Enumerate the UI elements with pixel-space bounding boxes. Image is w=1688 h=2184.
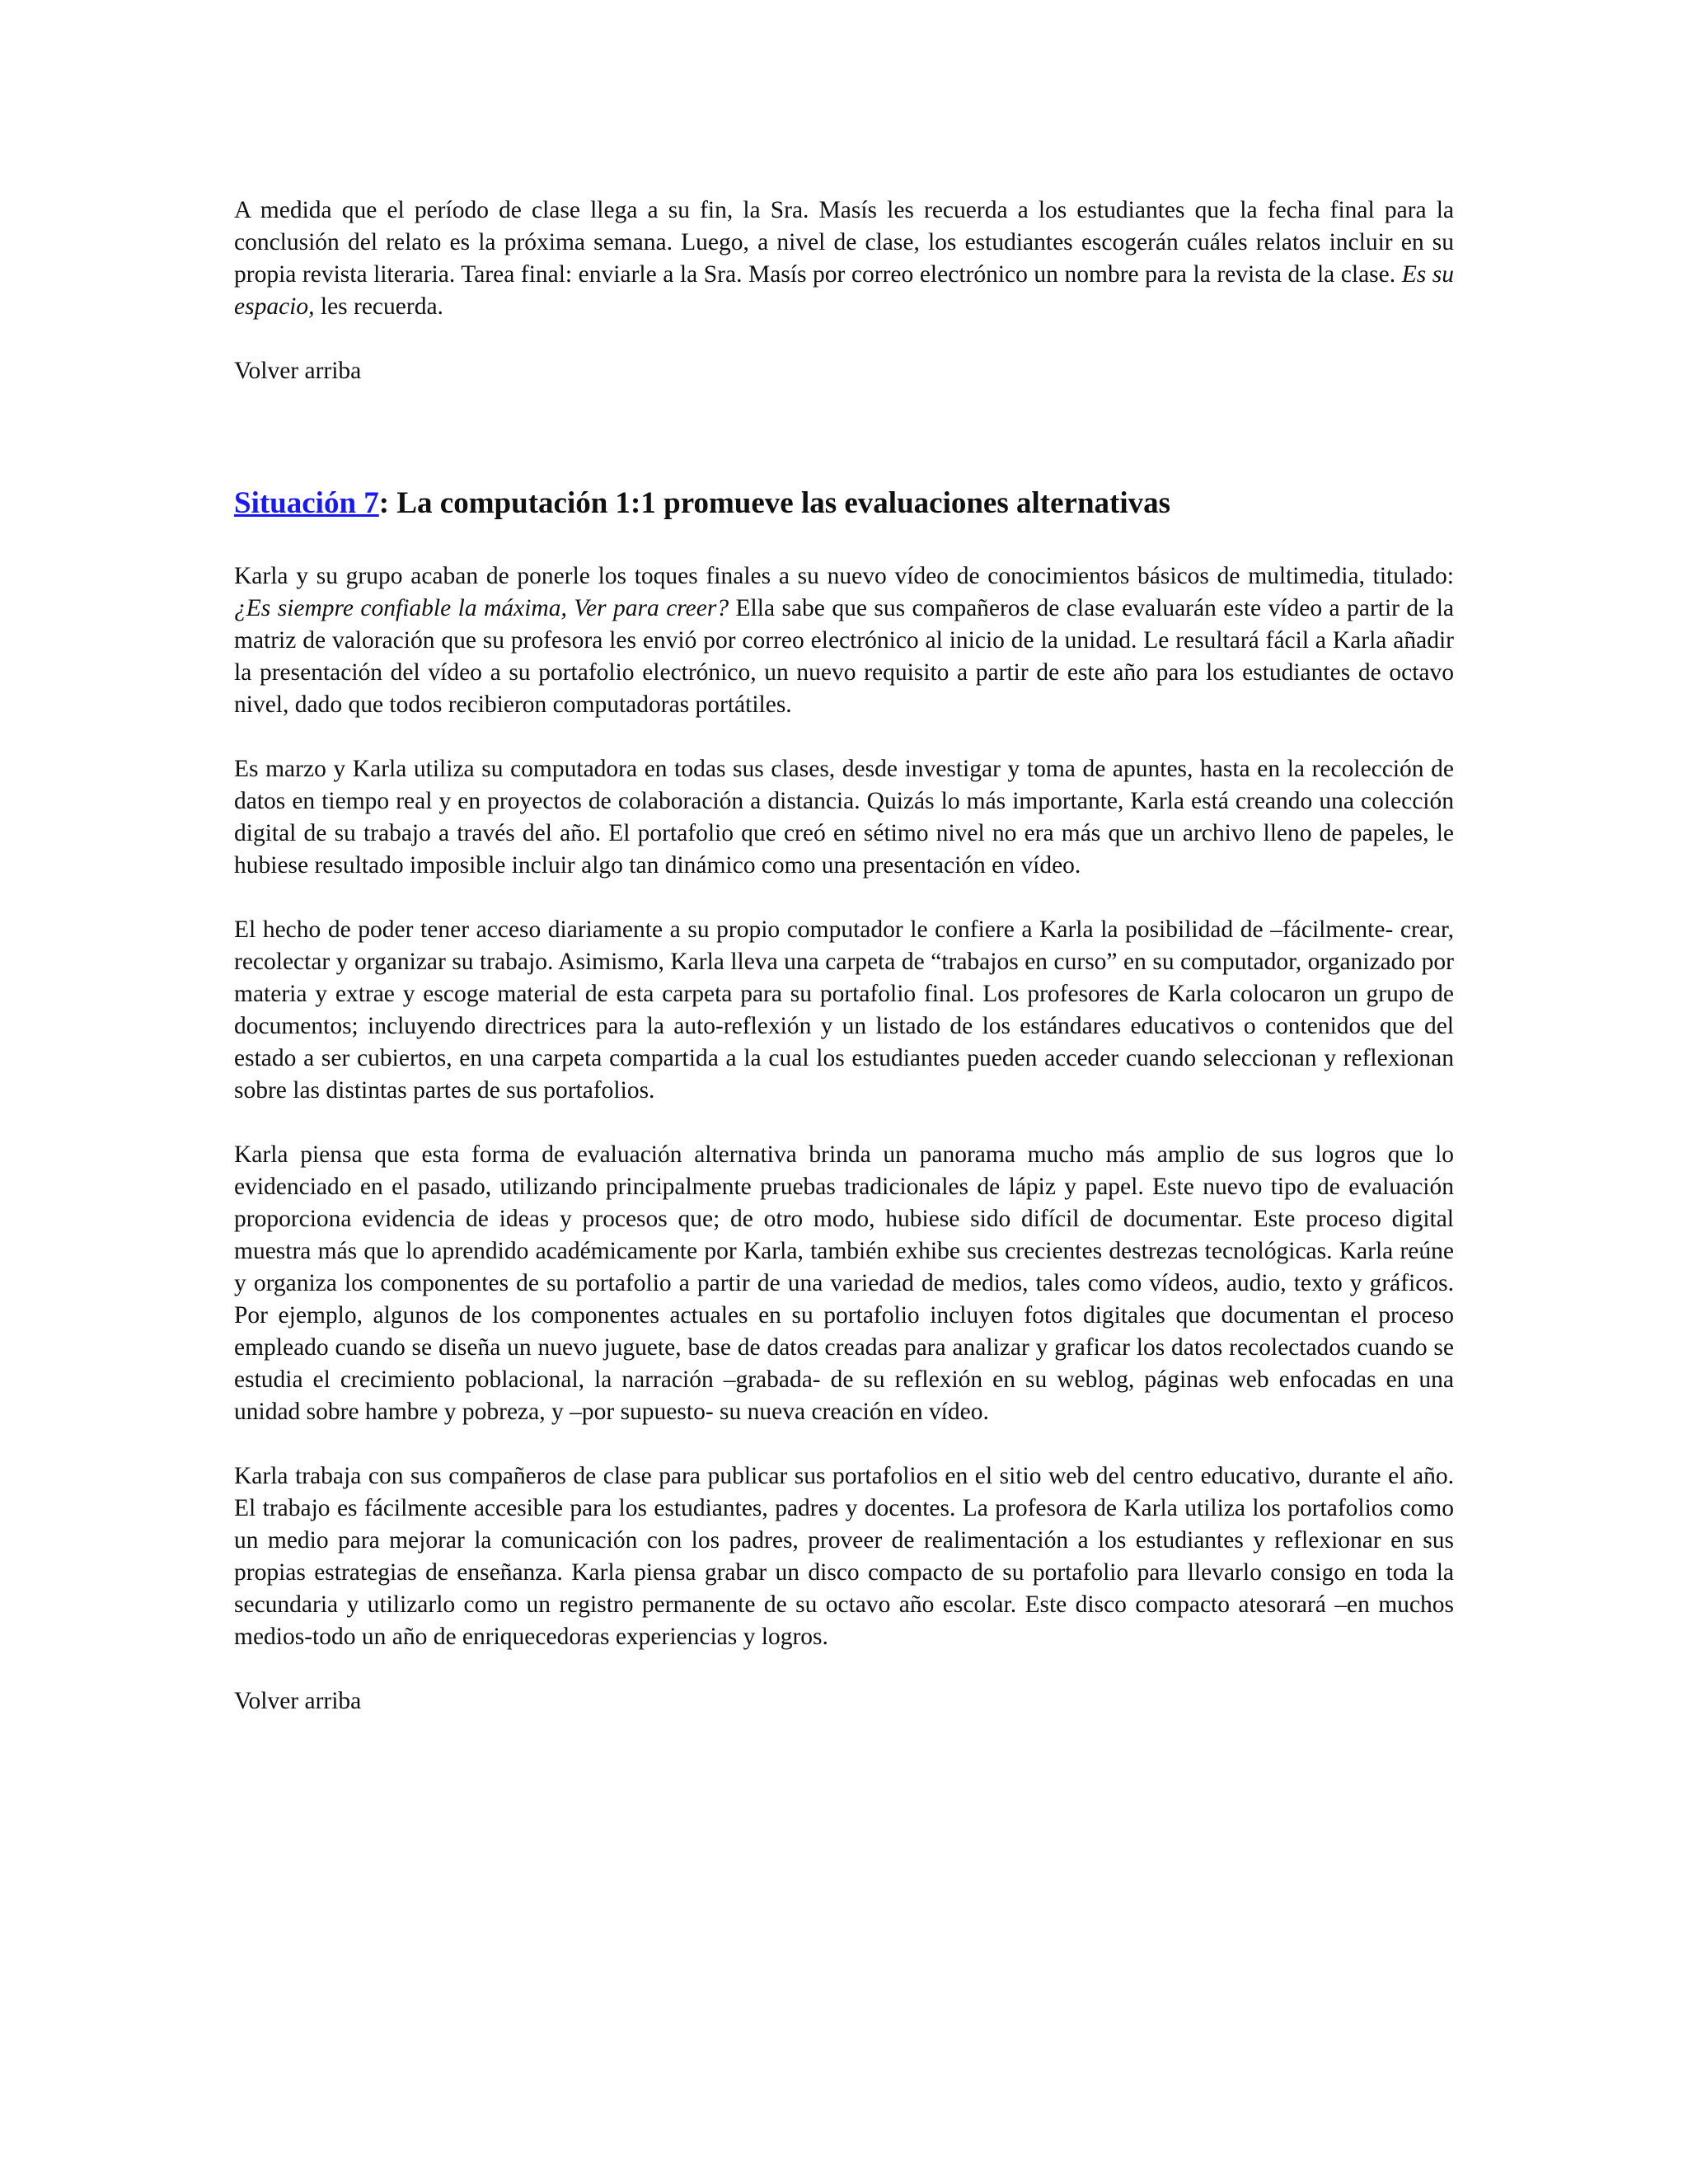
situation-link[interactable]: Situación 7 — [234, 486, 379, 520]
paragraph-video — [234, 560, 1454, 721]
paragraph-video-start: Karla y su grupo acaban de ponerle los toques finales a su nuevo vídeo de conocimientos básicos de multimedia, titulado: — [234, 563, 1454, 589]
back-to-top-link-bottom[interactable]: Volver arriba — [234, 1688, 362, 1714]
document-page — [234, 194, 1454, 1718]
paragraph-march: Es marzo y Karla utiliza su computadora en todas sus clases, desde investigar y toma de apuntes, hasta en la recolección de datos en tiempo real y en proyectos de colaboración a distancia. Quizás lo más importante, Karla está creando una colección digital de su trabajo a través del año. El portafolio que creó en sétimo nivel no era más que un archivo lleno de papeles, le hubiese resultado imposible incluir algo tan dinámico como una presentación en vídeo. — [234, 756, 1454, 879]
intro-emphasis: Es su espacio, — [234, 261, 1454, 320]
back-to-top-link[interactable]: Volver arriba — [234, 358, 362, 384]
video-title-emphasis: ¿Es siempre confiable la máxima, Ver para creer? — [234, 595, 729, 621]
intro-text-start: A medida que el período de clase llega a su fin, la Sra. Masís les recuerda a los estudiantes que la fecha final para la conclusión del relato es la próxima semana. Luego, a nivel de clase, los estudiantes escogerán cuáles relatos incluir en su propia revista literaria. Tarea final: enviarle a la Sra. Masís por correo electrónico un nombre para la revista de la clase. — [234, 197, 1454, 288]
intro-paragraph — [234, 194, 1454, 323]
section-title-text: : La computación 1:1 promueve las evaluaciones alternativas — [378, 486, 1171, 520]
paragraph-assessment: Karla piensa que esta forma de evaluación alternativa brinda un panorama mucho más amplio de sus logros que lo evidenciado en el pasado, utilizando principalmente pruebas tradicionales de lápiz y papel. Este nuevo tipo de evaluación proporciona evidencia de ideas y procesos que; de otro modo, hubiese sido difícil de documentar. Este proceso digital muestra más que lo aprendido académicamente por Karla, también exhibe sus crecientes destrezas tecnológicas. Karla reúne y organiza los componentes de su portafolio a partir de una variedad de medios, tales como vídeos, audio, texto y gráficos. Por ejemplo, algunos de los componentes actuales en su portafolio incluyen fotos digitales que documentan el proceso empleado cuando se diseña un nuevo juguete, base de datos creadas para analizar y graficar los datos recolectados cuando se estudia el crecimiento poblacional, la narración –grabada- de su reflexión en su weblog, páginas web enfocadas en una unidad sobre hambre y pobreza, y –por supuesto- su nueva creación en vídeo. — [234, 1141, 1454, 1425]
section-heading — [234, 485, 1454, 523]
paragraph-video-end: Ella sabe que sus compañeros de clase evaluarán este vídeo a partir de la matriz de valoración que su profesora les envió por correo electrónico al inicio de la unidad. Le resultará fácil a Karla añadir la presentación del vídeo a su portafolio electrónico, un nuevo requisito a partir de este año para los estudiantes de octavo nivel, dado que todos recibieron computadoras portátiles. — [234, 595, 1454, 718]
paragraph-publishing: Karla trabaja con sus compañeros de clase para publicar sus portafolios en el sitio web del centro educativo, durante el año. El trabajo es fácilmente accesible para los estudiantes, padres y docentes. La profesora de Karla utiliza los portafolios como un medio para mejorar la comunicación con los padres, proveer de realimentación a los estudiantes y reflexionar en sus propias estrategias de enseñanza. Karla piensa grabar un disco compacto de su portafolio para llevarlo consigo en toda la secundaria y utilizarlo como un registro permanente de su octavo año escolar. Este disco compacto atesorará –en muchos medios-todo un año de enriquecedoras experiencias y logros. — [234, 1463, 1454, 1650]
intro-text-end: les recuerda. — [314, 293, 443, 320]
paragraph-access: El hecho de poder tener acceso diariamente a su propio computador le confiere a Karla la posibilidad de –fácilmente- crear, recolectar y organizar su trabajo. Asimismo, Karla lleva una carpeta de “trabajos en curso” en su computador, organizado por materia y extrae y escoge material de esta carpeta para su portafolio final. Los profesores de Karla colocaron un grupo de documentos; incluyendo directrices para la auto-reflexión y un listado de los estándares educativos o contenidos que del estado a ser cubiertos, en una carpeta compartida a la cual los estudiantes pueden acceder cuando seleccionan y reflexionan sobre las distintas partes de sus portafolios. — [234, 916, 1454, 1104]
